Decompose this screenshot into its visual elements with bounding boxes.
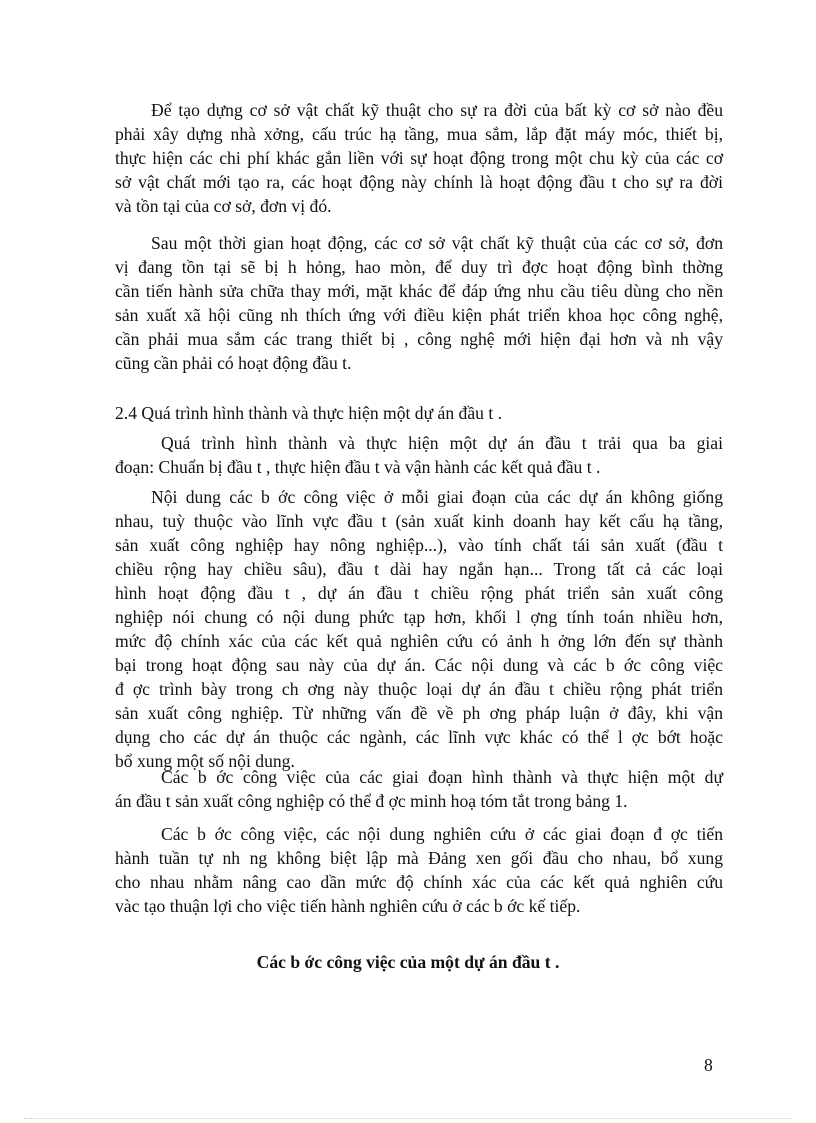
paragraph-line: Quá trình hình thành và thực hiện một dự án đầu t trải qua ba giai xyxy=(161,433,723,453)
paragraph-line: án đầu t sản xuất công nghiệp có thể đ ợc minh hoạ tóm tắt trong bảng 1. xyxy=(115,791,628,811)
table-caption: Các b ớc công việc của một dự án đầu t . xyxy=(256,952,560,972)
paragraph-line: nhau, tuỳ thuộc vào lĩnh vực đầu t (sản xuất kinh doanh hay kết cấu hạ tầng, xyxy=(115,511,723,531)
paragraph-line: sở vật chất mới tạo ra, các hoạt động này chính là hoạt động đầu t cho sự ra đời xyxy=(115,172,723,192)
paragraph-line: dụng cho các dự án thuộc các ngành, các lĩnh vực khác có thể l ợc bớt hoặc xyxy=(115,727,723,747)
paragraph-line: Để tạo dựng cơ sở vật chất kỹ thuật cho sự ra đời của bất kỳ cơ sở nào đều xyxy=(151,100,723,120)
paragraph-line: vàc tạo thuận lợi cho việc tiến hành nghiên cứu ở các b ớc kế tiếp. xyxy=(115,896,581,916)
section-heading: 2.4 Quá trình hình thành và thực hiện một dự án đầu t . xyxy=(115,403,503,423)
paragraph-line: phải xây dựng nhà xởng, cấu trúc hạ tầng, mua sắm, lắp đặt máy móc, thiết bị, xyxy=(115,124,723,144)
paragraph-line: thực hiện các chi phí khác gắn liền với sự hoạt động trong một chu kỳ của các cơ xyxy=(115,148,723,168)
paragraph-line: sản xuất công nghiệp. Từ những vấn đề về ph ơng pháp luận ở đây, khi vận xyxy=(115,703,723,723)
paragraph-three-phases xyxy=(115,431,723,479)
paragraph-line: mức độ chính xác của các kết quả nghiên cứu có ảnh h ởng lớn đến sự thành xyxy=(115,631,723,651)
paragraph-line: đ ợc trình bày trong ch ơng này thuộc loại dự án đầu t chiều rộng phát triển xyxy=(115,679,723,699)
paragraph-maintenance xyxy=(115,231,723,375)
paragraph-step-content xyxy=(115,485,723,773)
paragraph-line: cho nhau nhằm nâng cao dần mức độ chính xác của các kết quả nghiên cứu xyxy=(115,872,723,892)
paragraph-line: cần phải mua sắm các trang thiết bị , công nghệ mới hiện đại hơn và nh vậy xyxy=(115,329,723,349)
paragraph-line: Sau một thời gian hoạt động, các cơ sở vật chất kỹ thuật của các cơ sở, đơn xyxy=(151,233,723,253)
paragraph-line: đoạn: Chuẩn bị đầu t , thực hiện đầu t và vận hành các kết quả đầu t . xyxy=(115,457,601,477)
paragraph-table-reference xyxy=(115,765,723,813)
paragraph-line: vị đang tồn tại sẽ bị h hỏng, hao mòn, để duy trì đợc hoạt động bình thờng xyxy=(115,257,723,277)
paragraph-line: Các b ớc công việc của các giai đoạn hình thành và thực hiện một dự xyxy=(161,767,723,787)
page-bottom-divider xyxy=(24,1118,792,1119)
paragraph-line: bổ xung một số nội dung. xyxy=(115,751,295,771)
paragraph-line: cần tiến hành sửa chữa thay mới, mặt khác để đáp ứng nhu cầu tiêu dùng cho nền xyxy=(115,281,723,301)
page-number: 8 xyxy=(704,1055,713,1075)
paragraph-line: hành tuần tự nh ng không biệt lập mà Đảng xen gối đầu cho nhau, bổ xung xyxy=(115,848,723,868)
paragraph-line: nghiệp nói chung có nội dung phức tạp hơn, khối l ợng tính toán nhiều hơn, xyxy=(115,607,723,627)
paragraph-sequential-steps xyxy=(115,822,723,918)
paragraph-line: sản xuất xã hội cũng nh thích ứng với điều kiện phát triển khoa học công nghệ, xyxy=(115,305,723,325)
paragraph-line: Các b ớc công việc, các nội dung nghiên cứu ở các giai đoạn đ ợc tiến xyxy=(161,824,723,844)
paragraph-line: hình hoạt động đầu t , dự án đầu t chiều rộng phát triển sản xuất công xyxy=(115,583,723,603)
paragraph-line: và tồn tại của cơ sở, đơn vị đó. xyxy=(115,196,332,216)
paragraph-line: chiều rộng hay chiều sâu), đầu t dài hay ngắn hạn... Trong tất cả các loại xyxy=(115,559,723,579)
paragraph-facility-creation xyxy=(115,98,723,218)
paragraph-line: Nội dung các b ớc công việc ở mỗi giai đoạn của các dự án không giống xyxy=(151,487,723,507)
paragraph-line: bại trong hoạt động sau này của dự án. Các nội dung và các b ớc công việc xyxy=(115,655,723,675)
paragraph-line: sản xuất công nghiệp hay nông nghiệp...), vào tính chất tái sản xuất (đầu t xyxy=(115,535,723,555)
paragraph-line: cũng cần phải có hoạt động đầu t. xyxy=(115,353,352,373)
